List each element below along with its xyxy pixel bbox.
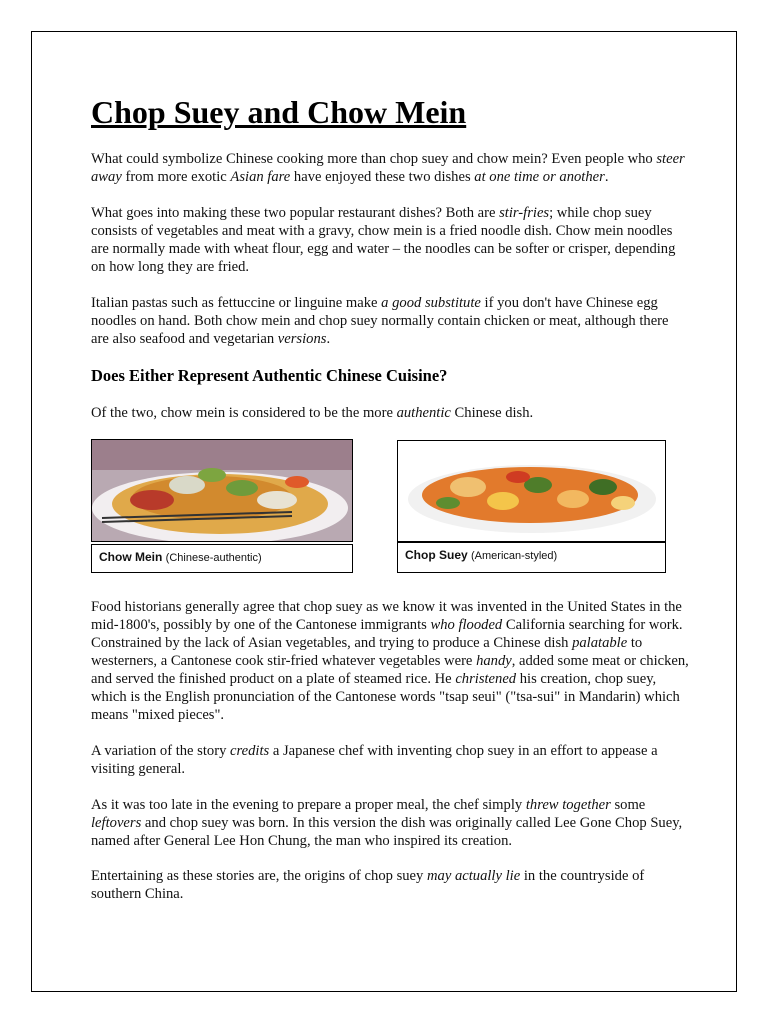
emphasis-text: handy xyxy=(476,653,512,669)
text-run: Italian pastas such as fettuccine or linguine make xyxy=(91,295,382,311)
chop-suey-caption-note: (American-styled) xyxy=(471,550,558,562)
emphasis-text: palatable xyxy=(572,635,628,651)
emphasis-text: leftovers xyxy=(91,815,142,831)
text-run: What goes into making these two popular restaurant dishes? Both are xyxy=(91,205,500,221)
chow-mein-illustration xyxy=(92,440,353,542)
emphasis-text: authentic xyxy=(396,405,451,421)
text-run: have enjoyed these two dishes xyxy=(290,169,475,185)
text-run: and chop suey was born. In this version the dish was originally called Lee Gone Chop Suey, named after General Lee Hon Chung, the man who inspired its creation. xyxy=(91,815,683,849)
text-run: Food historians generally agree that chop suey as we know it was invented in the United States in the mid-1800's, possibly by one of the Cantonese immigrants xyxy=(91,599,682,633)
paragraph-substitutes xyxy=(91,294,689,348)
text-run: . xyxy=(604,169,609,185)
text-run: some xyxy=(610,797,646,813)
text-run: if you don't have Chinese egg noodles on hand. Both chow mein and chop suey normally contain chicken or meat, although there are also seafood and vegetarian xyxy=(91,295,669,347)
paragraph-leftovers xyxy=(91,796,689,850)
paragraph-authentic xyxy=(91,404,689,422)
paragraph-origins xyxy=(91,867,689,903)
emphasis-text: steer away xyxy=(91,151,685,185)
chow-mein-caption xyxy=(91,544,353,573)
text-run: a Japanese chef with inventing chop suey in an effort to appease a visiting general. xyxy=(91,743,658,777)
emphasis-text: may actually lie xyxy=(426,868,521,884)
text-run: Of the two, chow mein is considered to be the more xyxy=(91,405,397,421)
text-run: Chinese dish. xyxy=(450,405,534,421)
text-run: As it was too late in the evening to prepare a proper meal, the chef simply xyxy=(91,797,526,813)
paragraph-history xyxy=(91,598,689,724)
emphasis-text: threw together xyxy=(525,797,611,813)
text-run: to westerners, a Cantonese cook stir-fried whatever vegetables were xyxy=(91,635,643,669)
chop-suey-illustration xyxy=(398,441,666,542)
text-run: ; while chop suey consists of vegetables and meat with a gravy, chow mein is a fried noodle dish. Chow mein noodles are normally made with wheat flour, egg and water – the noodles can be softer or crisper, depending on how long they are fried. xyxy=(91,205,676,275)
chop-suey-photo xyxy=(397,440,666,542)
text-run: from more exotic xyxy=(121,169,231,185)
chow-mein-caption-name: Chow Mein xyxy=(99,550,163,564)
text-run: , added some meat or chicken, and served the finished product on a plate of steamed rice. He xyxy=(91,653,689,687)
chow-mein-photo xyxy=(91,439,353,542)
paragraph-ingredients xyxy=(91,204,689,276)
page-title: Chop Suey and Chow Mein xyxy=(91,94,467,130)
text-run: What could symbolize Chinese cooking more than chop suey and chow mein? Even people who xyxy=(91,151,657,167)
emphasis-text: christened xyxy=(455,671,517,687)
emphasis-text: credits xyxy=(230,743,270,759)
emphasis-text: who flooded xyxy=(430,617,503,633)
section-heading: Does Either Represent Authentic Chinese Cuisine? xyxy=(91,366,448,385)
paragraph-variation xyxy=(91,742,689,778)
emphasis-text: versions xyxy=(277,331,327,347)
text-run: his creation, chop suey, which is the English pronunciation of the Cantonese words "tsap seui" ("tsa-sui" in Mandarin) which means "mixed pieces". xyxy=(91,671,680,723)
emphasis-text: a good substitute xyxy=(381,295,481,311)
emphasis-text: at one time or another xyxy=(474,169,605,185)
chow-mein-caption-note: (Chinese-authentic) xyxy=(165,552,262,564)
paragraph-intro xyxy=(91,150,689,186)
emphasis-text: Asian fare xyxy=(230,169,291,185)
chop-suey-caption-name: Chop Suey xyxy=(405,548,468,562)
text-run: A variation of the story xyxy=(91,743,231,759)
text-run: Entertaining as these stories are, the origins of chop suey xyxy=(91,868,427,884)
text-run: California searching for work. Constrained by the lack of Asian vegetables, and trying to produce a Chinese dish xyxy=(91,617,683,651)
emphasis-text: stir-fries xyxy=(499,205,550,221)
text-run: . xyxy=(326,331,331,347)
text-run: in the countryside of southern China. xyxy=(91,868,645,902)
chop-suey-caption xyxy=(397,542,666,573)
